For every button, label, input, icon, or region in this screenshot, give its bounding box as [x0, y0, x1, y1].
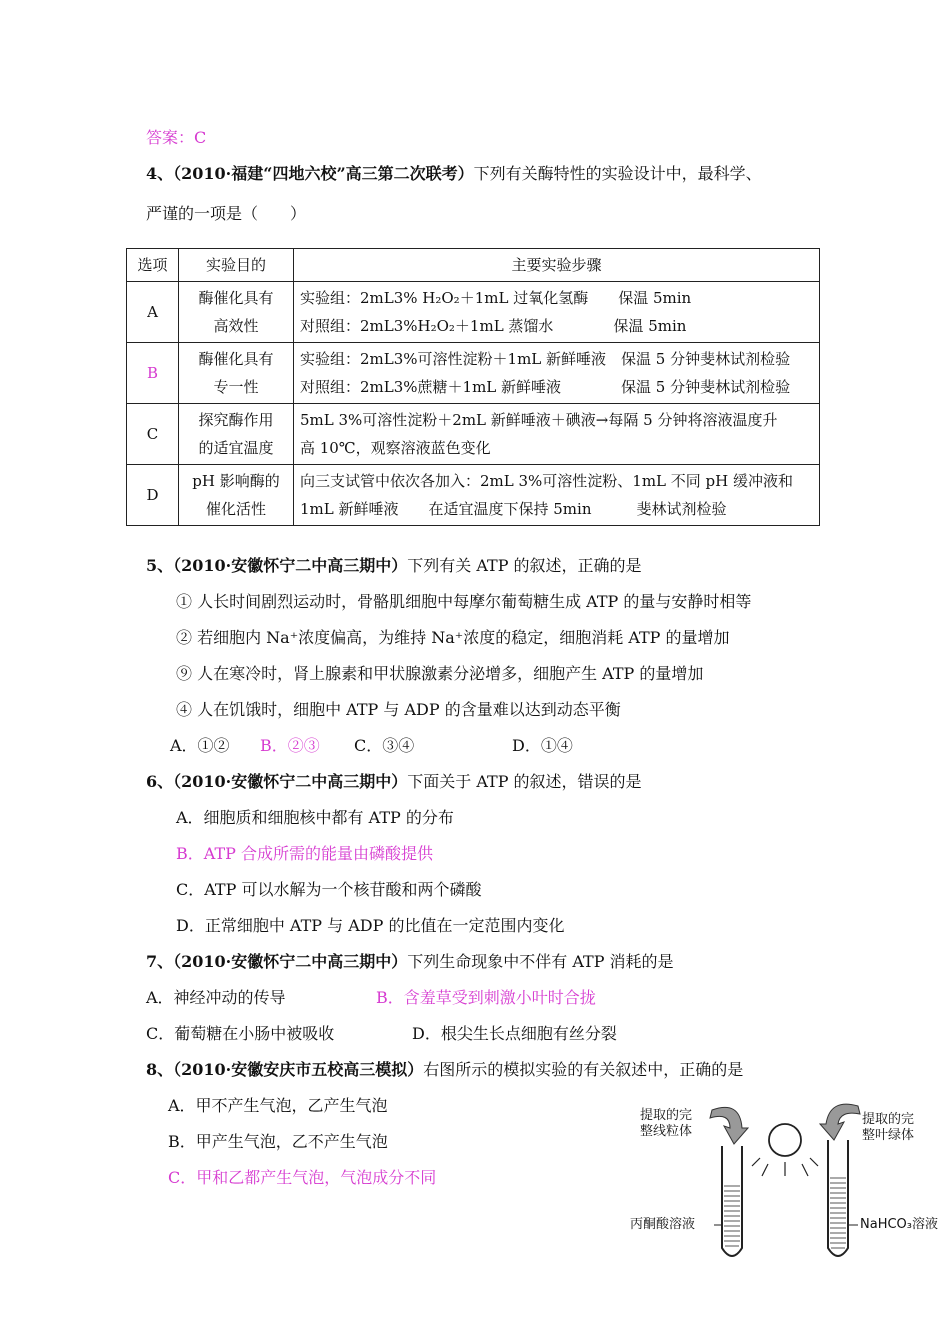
steps-cell: 实验组：2mL3% H₂O₂＋1mL 过氧化氢酶 保温 5min 对照组：2mL3%H₂O₂＋1mL 蒸馏水 保温 5min [294, 282, 820, 343]
option-d: D．正常细胞中 ATP 与 ADP 的比值在一定范围内变化 [176, 916, 565, 935]
steps-cell: 实验组：2mL3%可溶性淀粉＋1mL 新鲜唾液 保温 5 分钟斐林试剂检验 对照组：2mL3%蔗糖＋1mL 新鲜唾液 保温 5 分钟斐林试剂检验 [294, 343, 820, 404]
option-cell: D [127, 465, 179, 526]
option-c-correct: C．甲和乙都产生气泡，气泡成分不同 [168, 1168, 437, 1187]
purpose-cell: 酶催化具有 高效性 [179, 282, 294, 343]
purpose-cell: 探究酶作用 的适宜温度 [179, 404, 294, 465]
question-number: 6、 [146, 772, 174, 791]
question-source: （2010·福建“四地六校”高三第二次联考） [173, 164, 474, 183]
option-cell: B [127, 343, 179, 404]
arrow-left-icon [710, 1107, 748, 1144]
experiment-table [126, 248, 820, 526]
question-4-stem-cont: 严谨的一项是（ ） [146, 204, 307, 223]
question-number: 4、 [146, 164, 174, 183]
option-c: C．葡萄糖在小肠中被吸收 [146, 1024, 335, 1043]
question-7-stem [146, 952, 674, 972]
table-row [127, 404, 820, 465]
question-5-stem [146, 556, 642, 576]
option-d: D．根尖生长点细胞有丝分裂 [412, 1024, 617, 1043]
steps-cell: 向三支试管中依次各加入：2mL 3%可溶性淀粉、1mL 不同 pH 缓冲液和 1mL 新鲜唾液 在适宜温度下保持 5min 斐林试剂检验 [294, 465, 820, 526]
sun-icon [752, 1124, 818, 1176]
header-option: 选项 [127, 249, 179, 282]
option-a: A．细胞质和细胞核中都有 ATP 的分布 [176, 808, 454, 827]
statement-2: ② 若细胞内 Na⁺浓度偏高，为维持 Na⁺浓度的稳定，细胞消耗 ATP 的量增加 [176, 628, 730, 647]
previous-answer: 答案：C [146, 128, 207, 147]
question-8-stem [146, 1060, 743, 1080]
purpose-cell: 酶催化具有 专一性 [179, 343, 294, 404]
question-text: 下面关于 ATP 的叙述，错误的是 [407, 772, 642, 791]
question-4-stem [146, 164, 762, 184]
label-mitochondria: 提取的完 整线粒体 [640, 1108, 693, 1139]
question-source: （2010·安徽怀宁二中高三期中） [173, 952, 408, 971]
experiment-figure [630, 1098, 938, 1268]
question-number: 8、 [146, 1060, 174, 1079]
question-source: （2010·安徽怀宁二中高三期中） [173, 772, 408, 791]
option-c: C．ATP 可以水解为一个核苷酸和两个磷酸 [176, 880, 482, 899]
option-a: A．甲不产生气泡，乙产生气泡 [168, 1096, 388, 1115]
table-header-row [127, 249, 820, 282]
question-text: 右图所示的模拟实验的有关叙述中，正确的是 [423, 1060, 744, 1079]
steps-cell: 5mL 3%可溶性淀粉＋2mL 新鲜唾液＋碘液→每隔 5 分钟将溶液温度升 高 10℃，观察溶液蓝色变化 [294, 404, 820, 465]
option-cell: C [127, 404, 179, 465]
question-text: 下列有关酶特性的实验设计中，最科学、 [473, 164, 762, 183]
statement-1: ① 人长时间剧烈运动时，骨骼肌细胞中每摩尔葡萄糖生成 ATP 的量与安静时相等 [176, 592, 752, 611]
option-a: A．①② [170, 736, 230, 755]
option-a: A．神经冲动的传导 [146, 988, 286, 1007]
table-row [127, 465, 820, 526]
statement-4: ④ 人在饥饿时，细胞中 ATP 与 ADP 的含量难以达到动态平衡 [176, 700, 621, 719]
option-b: B．甲产生气泡，乙不产生气泡 [168, 1132, 388, 1151]
statement-3: ⑨ 人在寒冷时，肾上腺素和甲状腺激素分泌增多，细胞产生 ATP 的量增加 [176, 664, 704, 683]
question-source: （2010·安徽怀宁二中高三期中） [173, 556, 408, 575]
option-b-correct: B．②③ [260, 736, 320, 755]
table-row [127, 282, 820, 343]
option-b-correct: B．含羞草受到刺激小叶时合拢 [376, 988, 596, 1007]
question-text: 下列生命现象中不伴有 ATP 消耗的是 [407, 952, 674, 971]
question-text: 下列有关 ATP 的叙述，正确的是 [407, 556, 642, 575]
label-pyruvate-solution: 丙酮酸溶液 [630, 1217, 696, 1232]
header-steps: 主要实验步骤 [294, 249, 820, 282]
option-c: C．③④ [354, 736, 415, 755]
label-nahco3-solution: NaHCO₃溶液 [860, 1217, 938, 1232]
header-purpose: 实验目的 [179, 249, 294, 282]
option-d: D．①④ [512, 736, 573, 755]
question-source: （2010·安徽安庆市五校高三模拟） [173, 1060, 424, 1079]
option-b-correct: B．ATP 合成所需的能量由磷酸提供 [176, 844, 433, 863]
arrow-right-icon [820, 1104, 860, 1140]
purpose-cell: pH 影响酶的 催化活性 [179, 465, 294, 526]
question-6-stem [146, 772, 642, 792]
label-chloroplast: 提取的完 整叶绿体 [862, 1112, 915, 1143]
option-cell: A [127, 282, 179, 343]
table-row [127, 343, 820, 404]
question-number: 5、 [146, 556, 174, 575]
question-number: 7、 [146, 952, 174, 971]
